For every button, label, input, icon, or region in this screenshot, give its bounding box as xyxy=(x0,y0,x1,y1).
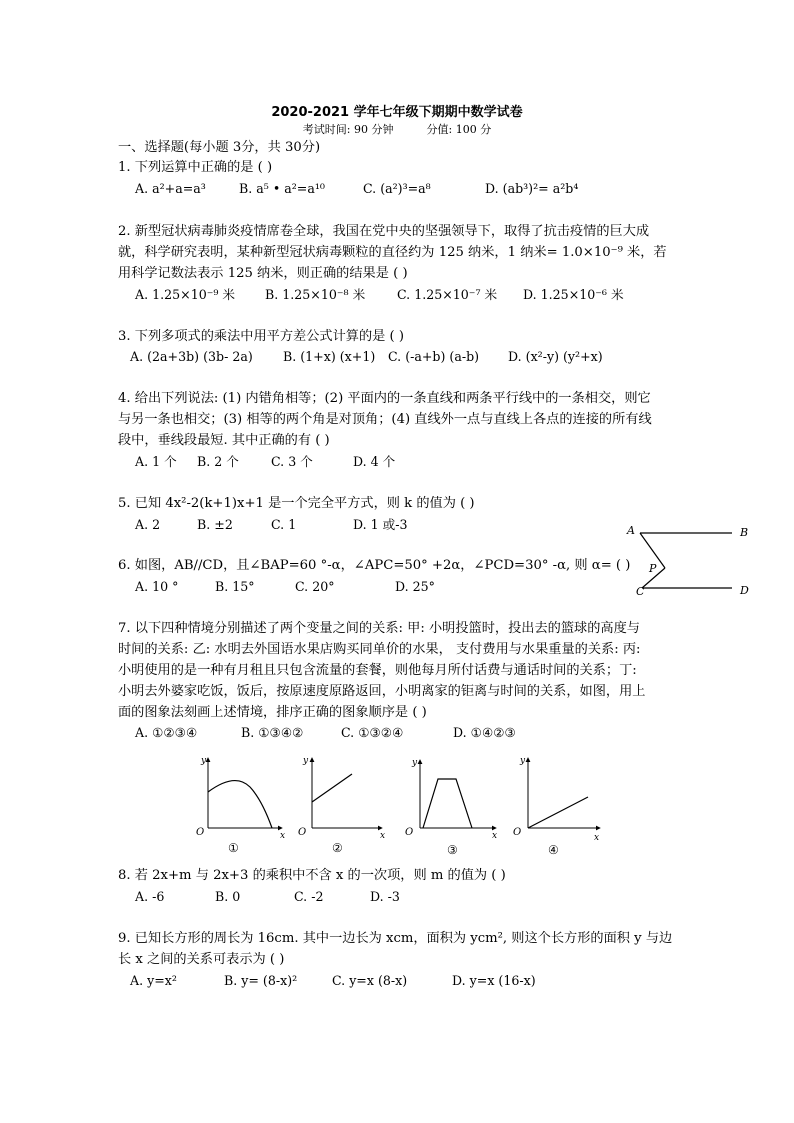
q3-option-b: B. (1+x) (x+1) xyxy=(283,349,376,364)
q4-line-1: 4. 给出下列说法: (1) 内错角相等；(2) 平面内的一条直线和两条平行线中的一条相交，则它 xyxy=(118,391,651,406)
graph-3-trapezoid xyxy=(423,779,472,828)
svg-text:y: y xyxy=(520,756,526,766)
svg-text:x: x xyxy=(594,833,600,843)
q8-stem: 8. 若 2x+m 与 2x+3 的乘积中不含 x 的一次项，则 m 的值为 ( ) xyxy=(118,868,506,883)
q2-line-2: 就，科学研究表明，某种新型冠状病毒颗粒的直径约为 125 纳米，1 纳米= 1.0×10⁻⁹ 米，若 xyxy=(118,245,667,260)
label-p: P xyxy=(649,562,657,575)
q4-option-c: C. 3 个 xyxy=(271,454,313,469)
graph-3 xyxy=(405,758,497,857)
q1-option-c: C. (a²)³=a⁸ xyxy=(363,181,431,196)
q2-options xyxy=(135,285,695,305)
q7-options xyxy=(135,723,635,743)
q8-option-b: B. 0 xyxy=(215,889,241,904)
q6-stem: 6. 如图，AB//CD，且∠BAP=60 °-α，∠APC=50° +2α，∠PCD=30° -α, 则 α= ( ) xyxy=(118,558,631,573)
page-title: 2020-2021 学年七年级下期期中数学试卷 xyxy=(271,105,523,120)
q7-option-a: A. ①②③④ xyxy=(135,725,198,740)
q9-option-c: C. y=x (8-x) xyxy=(332,973,408,988)
q4-option-b: B. 2 个 xyxy=(197,454,239,469)
graph-1-curve xyxy=(208,781,272,828)
svg-text:x: x xyxy=(492,831,498,841)
q2-option-c: C. 1.25×10⁻⁷ 米 xyxy=(397,287,498,302)
label-c: C xyxy=(636,585,645,598)
q9-option-a: A. y=x² xyxy=(130,973,177,988)
svg-text:x: x xyxy=(280,831,286,841)
q7-line-1: 7. 以下四种情境分别描述了两个变量之间的关系: 甲: 小明投篮时，投出去的篮球的高度与 xyxy=(118,621,640,636)
q7-line-4: 小明去外婆家吃饭，饭后，按原速度原路返回，小明离家的钜离与时间的关系，如图，用上 xyxy=(118,684,646,699)
q3-option-c: C. (-a+b) (a-b) xyxy=(388,349,480,364)
graph-2 xyxy=(298,756,385,855)
q3-options xyxy=(130,347,690,367)
q2-line-3: 用科学记数法表示 125 纳米，则正确的结果是 ( ) xyxy=(118,266,408,281)
graph-2-line xyxy=(312,774,352,802)
q1-options xyxy=(135,179,695,199)
graph-4-label: ④ xyxy=(548,843,559,857)
q2-option-a: A. 1.25×10⁻⁹ 米 xyxy=(135,287,236,302)
q1-stem: 1. 下列运算中正确的是 ( ) xyxy=(118,160,273,175)
q1-option-d: D. (ab³)²= a²b⁴ xyxy=(485,181,579,196)
q7-option-d: D. ①④②③ xyxy=(453,725,516,740)
svg-text:O: O xyxy=(405,827,414,838)
q4-option-a: A. 1 个 xyxy=(135,454,177,469)
graph-2-label: ② xyxy=(332,841,343,855)
graph-1 xyxy=(196,756,285,855)
q5-options xyxy=(135,515,535,535)
q2-line-1: 2. 新型冠状病毒肺炎疫情席卷全球，我国在党中央的坚强领导下，取得了抗击疫情的巨大成 xyxy=(118,224,650,239)
q9-options xyxy=(130,971,630,991)
graph-4 xyxy=(513,756,600,857)
q5-option-d: D. 1 或-3 xyxy=(353,517,408,532)
graph-4-line xyxy=(528,797,588,828)
svg-text:O: O xyxy=(513,827,522,838)
q3-option-d: D. (x²-y) (y²+x) xyxy=(508,349,603,364)
label-a: A xyxy=(627,524,635,537)
q8-option-c: C. -2 xyxy=(294,889,324,904)
q6-option-d: D. 25° xyxy=(395,579,435,594)
q8-options xyxy=(135,887,535,907)
q7-option-b: B. ①③④② xyxy=(241,725,304,740)
q6-option-c: C. 20° xyxy=(295,579,335,594)
q7-line-3: 小明使用的是一种有月租且只包含流量的套餐，则他每月所付话费与通话时间的关系；丁: xyxy=(118,663,637,678)
q4-option-d: D. 4 个 xyxy=(353,454,396,469)
label-b: B xyxy=(740,526,749,539)
q7-line-5: 面的图象法刻画上述情境，排序正确的图象顺序是 ( ) xyxy=(118,705,427,720)
svg-text:y: y xyxy=(201,756,207,766)
q1-option-a: A. a²+a=a³ xyxy=(135,181,206,196)
label-d: D xyxy=(740,584,749,597)
q8-option-a: A. -6 xyxy=(135,889,165,904)
q9-line-1: 9. 已知长方形的周长为 16cm. 其中一边长为 xcm，面积为 ycm², 则这个长方形的面积 y 与边 xyxy=(118,931,673,946)
graph-1-label: ① xyxy=(228,841,239,855)
q6-options xyxy=(135,577,535,597)
q3-option-a: A. (2a+3b) (3b- 2a) xyxy=(130,349,253,364)
svg-text:y: y xyxy=(412,758,418,768)
q4-line-3: 段中，垂线段最短. 其中正确的有 ( ) xyxy=(118,433,330,448)
q1-option-b: B. a⁵ • a²=a¹⁰ xyxy=(239,181,325,196)
q9-option-b: B. y= (8-x)² xyxy=(224,973,298,988)
q2-option-d: D. 1.25×10⁻⁶ 米 xyxy=(523,287,624,302)
q6-option-b: B. 15° xyxy=(215,579,255,594)
q6-option-a: A. 10 ° xyxy=(135,579,179,594)
q7-option-c: C. ①③②④ xyxy=(341,725,404,740)
q4-options xyxy=(135,452,535,472)
q8-option-d: D. -3 xyxy=(370,889,400,904)
graph-3-label: ③ xyxy=(447,843,458,857)
q5-option-b: B. ±2 xyxy=(197,517,233,532)
exam-score: 分值: 100 分 xyxy=(426,123,492,136)
exam-time: 考试时间: 90 分钟 xyxy=(302,123,394,136)
q7-graphs xyxy=(190,752,610,860)
q2-option-b: B. 1.25×10⁻⁸ 米 xyxy=(265,287,366,302)
q4-line-2: 与另一条也相交；(3) 相等的两个角是对顶角；(4) 直线外一点与直线上各点的连接的所有线 xyxy=(118,412,652,427)
q5-option-c: C. 1 xyxy=(271,517,297,532)
q7-line-2: 时间的关系: 乙: 水明去外国语水果店购买同单价的水果， 支付费用与水果重量的关系: 丙: xyxy=(118,642,641,657)
svg-text:O: O xyxy=(196,827,205,838)
exam-info xyxy=(0,121,794,137)
q5-stem: 5. 已知 4x²-2(k+1)x+1 是一个完全平方式，则 k 的值为 ( ) xyxy=(118,496,475,511)
section-heading: 一、选择题(每小题 3分，共 30分) xyxy=(118,140,321,155)
q9-option-d: D. y=x (16-x) xyxy=(452,973,536,988)
q5-option-a: A. 2 xyxy=(135,517,161,532)
svg-text:y: y xyxy=(303,756,309,766)
svg-text:x: x xyxy=(380,831,386,841)
svg-text:O: O xyxy=(298,827,307,838)
q3-stem: 3. 下列多项式的乘法中用平方差公式计算的是 ( ) xyxy=(118,329,405,344)
q9-line-2: 长 x 之间的关系可表示为 ( ) xyxy=(118,952,285,967)
q6-figure xyxy=(618,520,758,598)
